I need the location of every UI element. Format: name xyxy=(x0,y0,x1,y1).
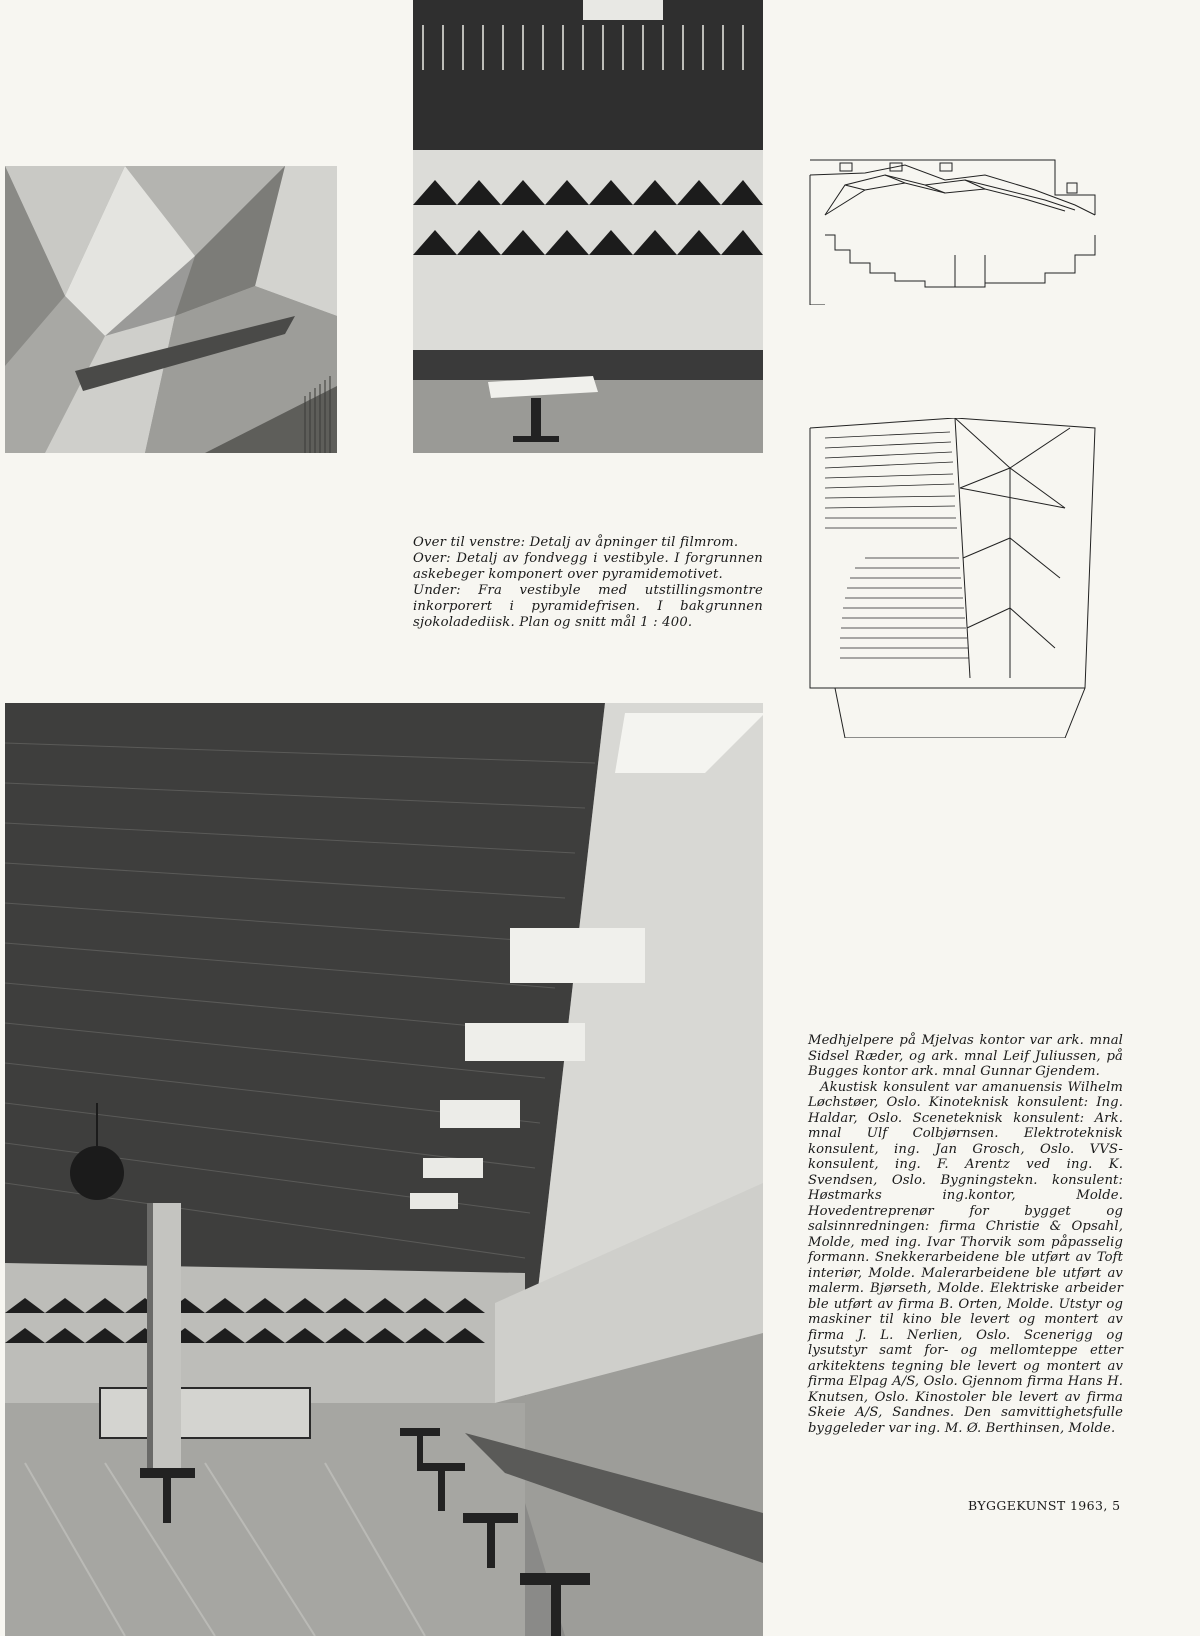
section-drawing xyxy=(805,155,1105,305)
photo-caption: Over til venstre: Detalj av åpninger til filmrom. Over: Detalj av fondvegg i vestibyle. I forgrunnen askebeger komponert over pyramidemotivet. Under: Fra vestibyle med utstillingsmontre inkorporert i pyramidefrisen. I bakgrunnen sjokoladediisk. Plan og snitt mål 1 : 400. xyxy=(413,535,763,630)
credits-paragraph-assistants: Medhjelpere på Mjelvas kontor var ark. mnal Sidsel Ræder, og ark. mnal Leif Juliussen, på Bugges kontor ark. mnal Gunnar Gjendem. xyxy=(808,1033,1123,1079)
credits-paragraph-consultants: Akustisk konsulent var amanuensis Wilhelm Løchstøer, Oslo. Kinoteknisk konsulent: Ing. Haldar, Oslo. Sceneteknisk konsulent: Ark. mnal Ulf Colbjørnsen. Elektroteknisk konsulent, ing. Jan Grosch, Oslo. VVS-konsulent, ing. F. Arentz ved ing. K. Svendsen, Oslo. Bygningstekn. konsulent: Høstmarks ing.kontor, Molde. Hovedentreprenør for bygget og salsinnredningen: firma Christie & Opsahl, Molde, med ing. Ivar Thorvik som påpasselig formann. Snekkerarbeidene ble utført av Toft interiør, Molde. Malerarbeidene ble utført av malerm. Bjørseth, Molde. Elektriske arbeider ble utført av firma B. Orten, Molde. Utstyr og maskiner til kino ble levert og montert av firma J. L. Nerlien, Oslo. Scenerigg og lysutstyr samt for- og mellomteppe etter arkitektens tegning ble levert og montert av firma Elpag A/S, Oslo. Gjennom firma Hans H. Knutsen, Oslo. Kinostoler ble levert av firma Skeie A/S, Sandnes. Den samvittighetsfulle byggeleder var ing. M. Ø. Berthinsen, Molde. xyxy=(808,1079,1123,1436)
photo-vestibule-end-wall xyxy=(413,0,763,453)
photo-vestibule-display-cases xyxy=(5,703,763,1636)
photo-ceiling-openings xyxy=(5,166,337,453)
credits-text xyxy=(808,1033,1123,1436)
page-folio: BYGGEKUNST 1963, 5 xyxy=(968,1498,1121,1513)
plan-drawing xyxy=(805,418,1105,738)
